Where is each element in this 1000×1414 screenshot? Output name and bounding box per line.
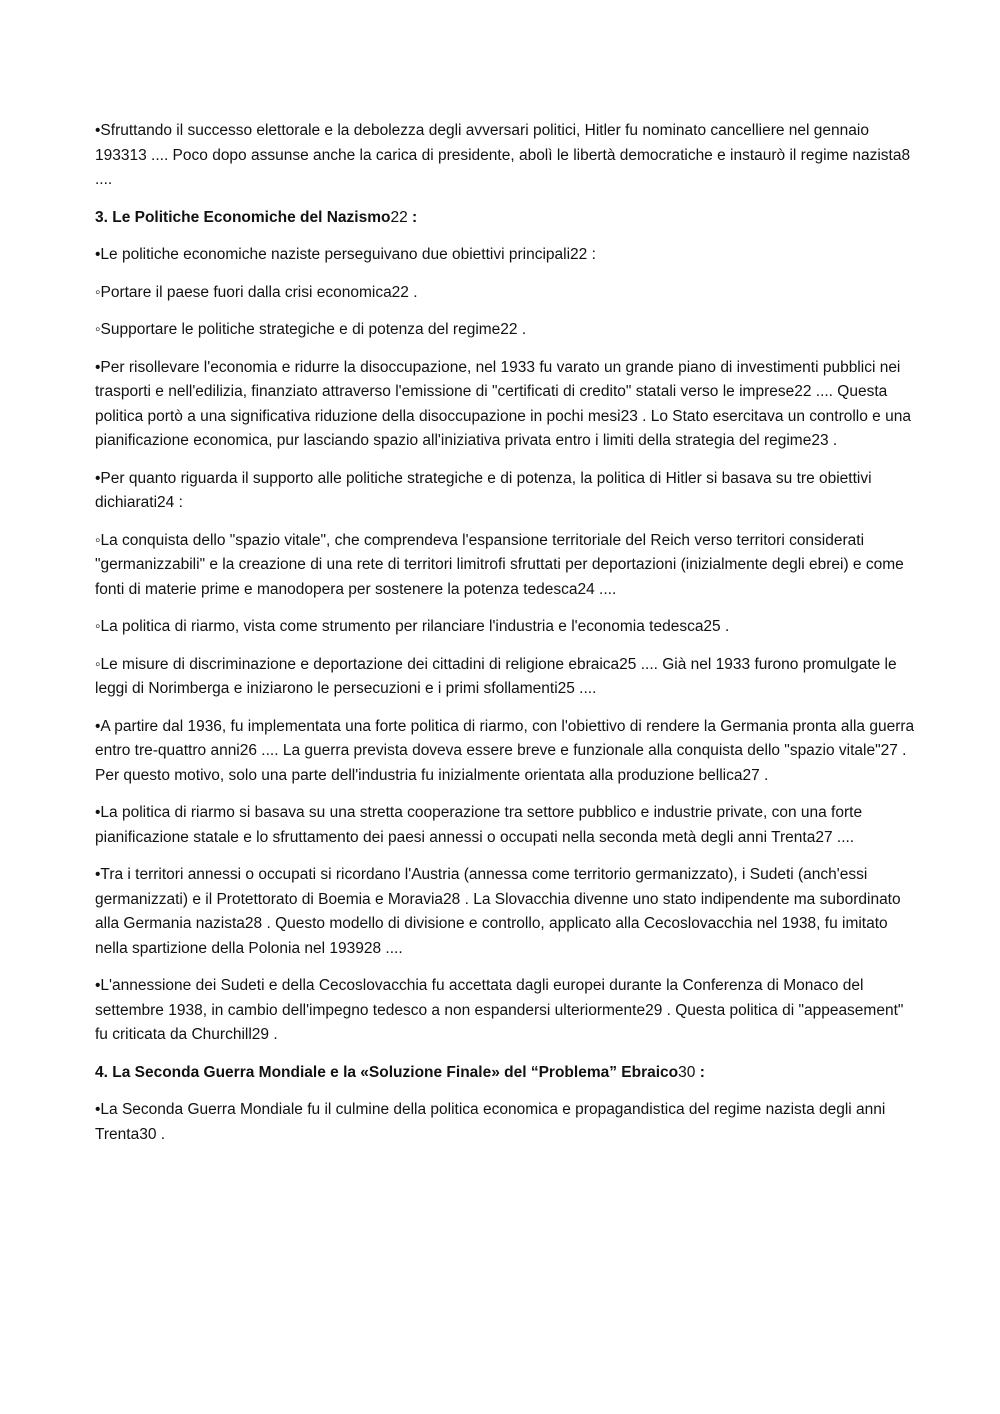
- document-page: [95, 119, 915, 1160]
- heading-ref: 30: [678, 1063, 696, 1081]
- paragraph-cooperation: •La politica di riarmo si basava su una stretta cooperazione tra settore pubblico e industrie private, con una forte pianificazione statale e lo sfruttamento dei paesi annessi o occupati nella seconda metà degli anni Trenta27 ....: [95, 804, 863, 846]
- list-item-crisis: ◦Portare il paese fuori dalla crisi economica22 .: [95, 283, 418, 301]
- heading-title: 4. La Seconda Guerra Mondiale e la «Soluzione Finale» del “Problema” Ebraico: [95, 1063, 679, 1081]
- list-item-rearmament: ◦La politica di riarmo, vista come strumento per rilanciare l'industria e l'economia tedesca25 .: [95, 618, 730, 635]
- heading-suffix: :: [407, 208, 418, 226]
- heading-title: 3. Le Politiche Economiche del Nazismo: [95, 208, 391, 226]
- paragraph-hitler-chancellor: •Sfruttando il successo elettorale e la debolezza degli avversari politici, Hitler fu nominato cancelliere nel gennaio 193313 .... Poco dopo assunse anche la carica di presidente, abolì le libertà democratiche e instaurò il regime nazista8 ....: [95, 122, 911, 188]
- list-item-living-space: ◦La conquista dello "spazio vitale", che comprendeva l'espansione territoriale del Reich verso territori considerati "germanizzabili" e la creazione di una rete di territori limitrofi sfruttati per deportazioni (inizialmente degli ebrei) e come fonti di materie prime e manodopera per sostenere la potenza tedesca24 ....: [95, 531, 904, 598]
- section-heading-economic-policies: [95, 206, 915, 231]
- paragraph-annexed-territories: •Tra i territori annessi o occupati si ricordano l'Austria (annessa come territorio germanizzato), i Sudeti (anch'essi germanizzati) e il Protettorato di Boemia e Moravia28 . La Slovacchia divenne uno stato indipendente ma subordinato alla Germania nazista28 . Questo modello di divisione e controllo, applicato alla Cecoslovacchia nel 1938, fu imitato nella spartizione della Polonia nel 193928 ....: [95, 866, 901, 957]
- list-item-strategic: ◦Supportare le politiche strategiche e di potenza del regime22 .: [95, 321, 527, 338]
- paragraph-ww2-culmination: •La Seconda Guerra Mondiale fu il culmine della politica economica e propagandistica del regime nazista degli anni Trenta30 .: [95, 1101, 886, 1143]
- paragraph-strategic-support: •Per quanto riguarda il supporto alle politiche strategiche e di potenza, la politica di Hitler si basava su tre obiettivi dichiarati24 :: [95, 469, 872, 511]
- heading-suffix: :: [695, 1063, 705, 1081]
- paragraph-munich: •L'annessione dei Sudeti e della Cecoslovacchia fu accettata dagli europei durante la Conferenza di Monaco del settembre 1938, in cambio dell'impegno tedesco a non espandersi ulteriormente29 . Questa politica di "appeasement" fu criticata da Churchill29 .: [95, 977, 904, 1043]
- paragraph-objectives: •Le politiche economiche naziste perseguivano due obiettivi principali22 :: [95, 246, 596, 263]
- list-item-discrimination: ◦Le misure di discriminazione e deportazione dei cittadini di religione ebraica25 .... Già nel 1933 furono promulgate le leggi di Norimberga e iniziarono le persecuzioni e i primi sfollamenti25 ....: [95, 655, 897, 697]
- section-heading-ww2: [95, 1061, 915, 1086]
- paragraph-1936-rearmament: •A partire dal 1936, fu implementata una forte politica di riarmo, con l'obiettivo di rendere la Germania pronta alla guerra entro tre-quattro anni26 .... La guerra prevista doveva essere breve e funzionale alla conquista dello "spazio vitale"27 . Per questo motivo, solo una parte dell'industria fu inizialmente orientata alla produzione bellica27 .: [95, 717, 915, 784]
- paragraph-investments: •Per risollevare l'economia e ridurre la disoccupazione, nel 1933 fu varato un grande piano di investimenti pubblici nei trasporti e nell'edilizia, finanziato attraverso l'emissione di "certificati di credito" statali verso le imprese22 .... Questa politica portò a una significativa riduzione della disoccupazione in pochi mesi23 . Lo Stato esercitava un controllo e una pianificazione economica, pur lasciando spazio all'iniziativa privata entro i limiti della strategia del regime23 .: [95, 358, 911, 449]
- heading-ref: 22: [390, 208, 408, 226]
